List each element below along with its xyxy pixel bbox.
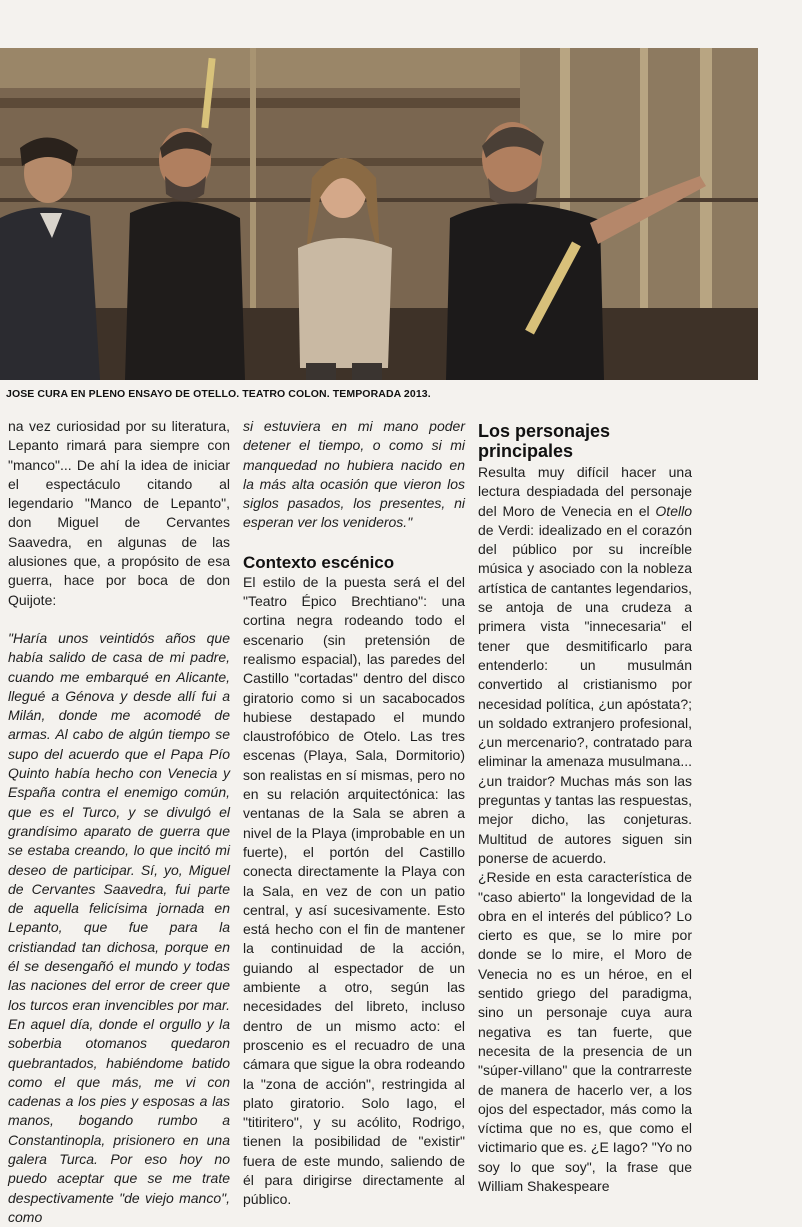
rehearsal-photo-illustration (0, 48, 758, 380)
column-2 (243, 417, 465, 1210)
otello-title: Otello (655, 502, 692, 519)
photo-caption: JOSE CURA EN PLENO ENSAYO DE OTELLO. TEATRO COLON. TEMPORADA 2013. (6, 388, 431, 400)
section-heading-personajes: Los personajes principales (478, 421, 611, 461)
personajes-paragraph-2: ¿Reside en esta característica de "caso abierto" la longevidad de la obra en el interés del público? Lo cierto es que, se lo mire por donde se lo mire, el Moro de Venecia no es un héroe, en el sentido griego del paradigma, sino un personaje cuya aura negativa es tan fuerte, que necesita de la presencia de un "súper-villano" que la contrarreste de manera de hacerlo ver, a los ojos del espectador, más como la víctima que no es, que como el victimario que es. ¿E Iago? "Yo no soy lo que soy", la frase que William Shakespeare (478, 869, 692, 1194)
personajes-paragraph-1 (478, 463, 692, 868)
contexto-body: El estilo de la puesta será el del "Teatro Épico Brechtiano": una cortina negra rodeando todo el escenario (sin pretensión de realismo espacial), las paredes del Castillo "cortadas" dentro del disco giratorio como si un sacabocados hubiese destapado el mundo claustrofóbico de Otelo. Las tres escenas (Playa, Sala, Dormitorio) son realistas en sí mismas, pero no en su relación arquitectónica: las ventanas de la Sala se abren a nivel de la Playa (improbable en un fuerte), el portón del Castillo conecta directamente la Playa con la Sala, en vez de con un patio central, y así sucesivamente. Esto está hecho con el fin de mantener la continuidad de la acción, guiando al espectador de un ambiente a otro, según las necesidades del libreto, incluso dentro de un mismo acto: el proscenio es el recuadro de una cámara que sigue la obra rodeando la "zona de acción", restringida al plato giratorio. Solo Iago, el "titiritero", y su acólito, Rodrigo, tienen la posibilidad de "existir" fuera de este mundo, saliendo de él para dirigirse directamente al público. (243, 573, 465, 1208)
cervantes-quote: "Haría unos veintidós años que había salido de casa de mi padre, cuando me embarqué en Alicante, llegué a Génova y desde allí fui a Milán, donde me acomodé de armas. Al cabo de algún tiempo se supo del acuerdo que el Papa Pío Quinto había hecho con Venecia y España contra el enemigo común, que es el Turco, y se divulgó el grandísimo aparato de guerra que se estaba creando, lo que incitó mi deseo de participar. Sí, yo, Miguel de Cervantes Saavedra, fui parte de aquella felicísima jornada en Lepanto, que fue para la cristiandad tan dichosa, porque en él se desengañó el mundo y todas las naciones del error de creer que los turcos eran invencibles por mar. En aquel día, donde el orgullo y la soberbia otomanos quedaron quebrantados, habiéndome batido como el que más, me vi con cadenas a los pies y esposas a las manos, bogando rumbo a Constantinopla, prisionero en una galera Turca. Por eso hoy no puedo aceptar que se me trate despectivamente "de viejo manco", como (8, 629, 230, 1225)
rehearsal-photo (0, 48, 758, 380)
section-heading-contexto: Contexto escénico (243, 552, 395, 572)
personajes-p1-start: Resulta muy difícil hacer una lectura despiadada del personaje del Moro de Venecia en el (478, 464, 692, 519)
intro-paragraph: na vez curiosidad por su literatura, Lepanto rimará para siempre con "manco"... De ahí la idea de iniciar el espectáculo citando al legendario "Manco de Lepanto", don Miguel de Cervantes Saavedra, en algunas de las alusiones que, a propósito de esa guerra, hace por boca de don Quijote: (8, 418, 230, 608)
cervantes-quote-end: si estuviera en mi mano poder detener el tiempo, o como si mi manquedad no hubiera nacido en la más alta ocasión que vieron los siglos pasados, los presentes, ni esperan ver los venideros." (243, 418, 465, 531)
column-3 (478, 417, 692, 1196)
column-1 (8, 417, 230, 1227)
personajes-p1-end: de Verdi: idealizado en el corazón del público por su increíble música y asociado con la nobleza artística de cantantes legendarios, se antoja de una crudeza a primera vista "innecesaria" el tener que desmitificarlo para entenderlo: un musulmán convertido al cristianismo por necesidad política, ¿un apóstata?; un soldado extranjero profesional, ¿un mercenario?, contratado para eliminar la amenaza musulmana... ¿un traidor? Muchas más son las preguntas y tantas las respuestas, mejor dicho, las conjeturas. Multitud de autores siguen sin ponerse de acuerdo. (478, 521, 692, 866)
